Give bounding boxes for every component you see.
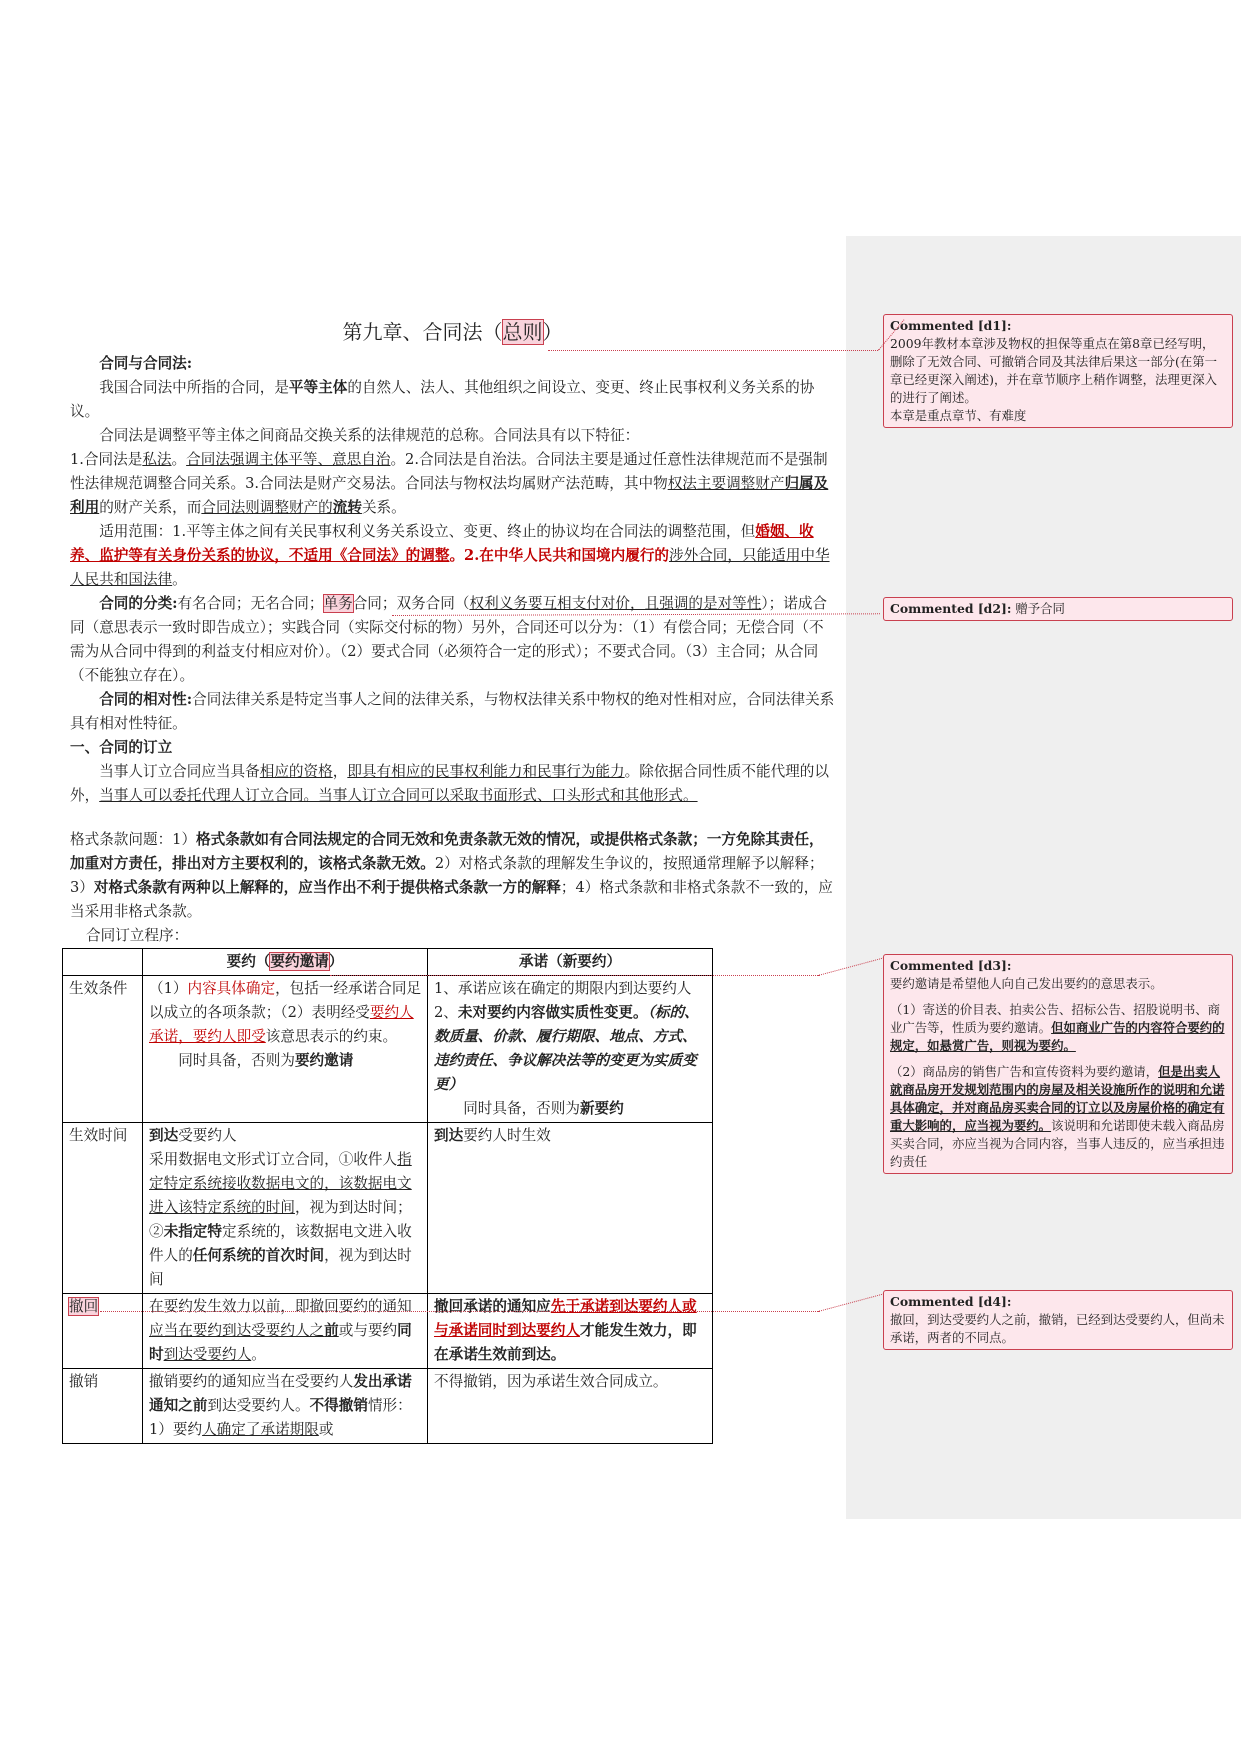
paragraph: 合同订立程序： [86, 927, 189, 944]
comment-header: Commented [d4]: [890, 1294, 1012, 1309]
row-label: 生效时间 [63, 1123, 143, 1294]
table-cell: 在要约发生效力以前，即撤回要约的通知应当在要约到达受要约人之前或与要约同时到达受要约人。 [143, 1294, 428, 1369]
comment-balloon-d1[interactable] [883, 314, 1233, 428]
table-header-cell: 要约（要约邀请） [143, 949, 428, 976]
comment-balloon-d4[interactable] [883, 1290, 1233, 1350]
table-cell: （1）内容具体确定，包括一经承诺合同足以成立的各项条款；（2）表明经受要约人承诺，要约人即受该意思表示的约束。 同时具备，否则为要约邀请 [143, 976, 428, 1123]
table-cell: 撤回承诺的通知应先于承诺到达要约人或与承诺同时到达要约人才能发生效力，即在承诺生效前到达。 [428, 1294, 713, 1369]
table-row [63, 1294, 713, 1369]
comment-leader-line [330, 975, 820, 976]
paragraph: 格式条款问题：1）格式条款如有合同法规定的合同无效和免责条款无效的情况，或提供格式条款；一方免除其责任，加重对方责任，排出对方主要权利的，该格式条款无效。2）对格式条款的理解发生争议的，按照通常理解予以解释；3）对格式条款有两种以上解释的，应当作出不利于提供格式条款一方的解释；4）格式条款和非格式条款不一致的，应当采用非格式条款。 [70, 831, 833, 920]
comment-anchor-d2[interactable]: 单务 [323, 595, 353, 612]
comment-text: 撤回，到达受要约人之前，撤销，已经到达受要约人，但尚未承诺，两者的不同点。 [890, 1312, 1225, 1345]
comment-text: 本章是重点章节、有难度 [890, 408, 1027, 423]
paragraph: 1.合同法是私法。合同法强调主体平等、意思自治。2.合同法是自治法。合同法主要是通过任意性法律规范而不是强制性法律规范调整合同关系。3.合同法是财产交易法。合同法与物权法均属财产法范畴，其中物权法主要调整财产归属及利用的财产关系，而合同法则调整财产的流转关系。 [70, 451, 829, 516]
table-row [63, 1123, 713, 1294]
row-label [63, 1294, 143, 1369]
row-label: 撤销 [63, 1369, 143, 1444]
row-label: 生效条件 [63, 976, 143, 1123]
table-header-cell [63, 949, 143, 976]
paragraph: 当事人订立合同应当具备相应的资格，即具有相应的民事权利能力和民事行为能力。除依据合同性质不能代理的以外，当事人可以委托代理人订立合同。当事人订立合同可以采取书面形式、口头形式和其他形式。 [70, 763, 829, 804]
comment-header: Commented [d1]: [890, 318, 1012, 333]
table-cell: 到达受要约人 采用数据电文形式订立合同，①收件人指定特定系统接收数据电文的，该数据电文进入该特定系统的时间，视为到达时间；②未指定特定系统的，该数据电文进入收件人的任何系统的首次时间，视为到达时间 [143, 1123, 428, 1294]
paragraph: 合同的分类:有名合同；无名合同；单务合同；双务合同（权利义务要互相支付对价，且强调的是对等性）；诺成合同（意思表示一致时即告成立）；实践合同（实际交付标的物）另外，合同还可以分为：（1）有偿合同；无偿合同（不需为从合同中得到的利益支付相应对价）。（2）要式合同（必须符合一定的形式）；不要式合同。（3）主合同；从合同（不能独立存在）。 [70, 595, 828, 684]
comment-balloon-d3[interactable] [883, 954, 1233, 1174]
comment-text: 2009年教材本章涉及物权的担保等重点在第8章已经写明，删除了无效合同、可撤销合同及其法律后果这一部分(在第一章已经更深入阐述)，并在章节顺序上稍作调整，法理更深入的进行了阐述。 [890, 336, 1217, 405]
table-cell: 撤销要约的通知应当在受要约人发出承诺通知之前到达受要约人。不得撤销情形：1）要约人确定了承诺期限或 [143, 1369, 428, 1444]
paragraph: 合同的相对性:合同法律关系是特定当事人之间的法律关系，与物权法律关系中物权的绝对性相对应，合同法律关系具有相对性特征。 [70, 691, 835, 732]
comment-header: Commented [d3]: [890, 958, 1012, 973]
table-row [63, 1369, 713, 1444]
table-cell: 1、承诺应该在确定的期限内到达要约人2、未对要约内容做实质性变更。（标的、数质量、价款、履行期限、地点、方式、违约责任、争议解决法等的变更为实质变更） 同时具备，否则为新要约 [428, 976, 713, 1123]
comment-leader-line [548, 350, 878, 351]
comment-text: （2）商品房的销售广告和宣传资料为要约邀请，但是出卖人就商品房开发规划范围内的房屋及相关设施所作的说明和允诺具体确定，并对商品房买卖合同的订立以及房屋价格的确定有重大影响的，应当视为要约。该说明和允诺即使未载入商品房买卖合同，亦应当视为合同内容，当事人违反的，应当承担违约责任 [890, 1064, 1225, 1169]
document-body [70, 318, 835, 1444]
table-header-cell: 承诺（新要约） [428, 949, 713, 976]
comment-anchor-d3[interactable]: 要约邀请 [270, 953, 329, 970]
table-cell: 不得撤销，因为承诺生效合同成立。 [428, 1369, 713, 1444]
comment-text: 赠予合同 [1015, 601, 1065, 616]
comment-balloon-d2[interactable] [883, 597, 1233, 621]
paragraph: 合同法是调整平等主体之间商品交换关系的法律规范的总称。合同法具有以下特征： [99, 427, 640, 444]
comment-text: 要约邀请是希望他人向自己发出要约的意思表示。 [890, 976, 1163, 991]
comment-anchor-d4[interactable]: 撤回 [69, 1298, 99, 1315]
paragraph: 适用范围：1.平等主体之间有关民事权利义务关系设立、变更、终止的协议均在合同法的调整范围，但婚姻、收养、监护等有关身份关系的协议，不适用《合同法》的调整。2.在中华人民共和国境内履行的涉外合同，只能适用中华人民共和国法律。 [70, 523, 830, 588]
table-cell: 到达要约人时生效 [428, 1123, 713, 1294]
table-row [63, 976, 713, 1123]
comment-anchor-d1[interactable]: 总则 [502, 320, 543, 344]
section-heading: 合同与合同法: [99, 355, 193, 372]
comment-text: （1）寄送的价目表、拍卖公告、招标公告、招股说明书、商业广告等，性质为要约邀请。但如商业广告的内容符合要约的规定，如悬赏广告，则视为要约。 [890, 1002, 1225, 1053]
section-heading: 一、合同的订立 [70, 739, 173, 756]
comment-leader-line [100, 1311, 820, 1312]
paragraph: 我国合同法中所指的合同，是平等主体的自然人、法人、其他组织之间设立、变更、终止民事权利义务关系的协议。 [70, 379, 815, 420]
table-header-row [63, 949, 713, 976]
contract-procedure-table [62, 948, 713, 1444]
page-title: 第九章、合同法（总则） [342, 320, 563, 344]
comment-header: Commented [d2]: [890, 601, 1012, 616]
